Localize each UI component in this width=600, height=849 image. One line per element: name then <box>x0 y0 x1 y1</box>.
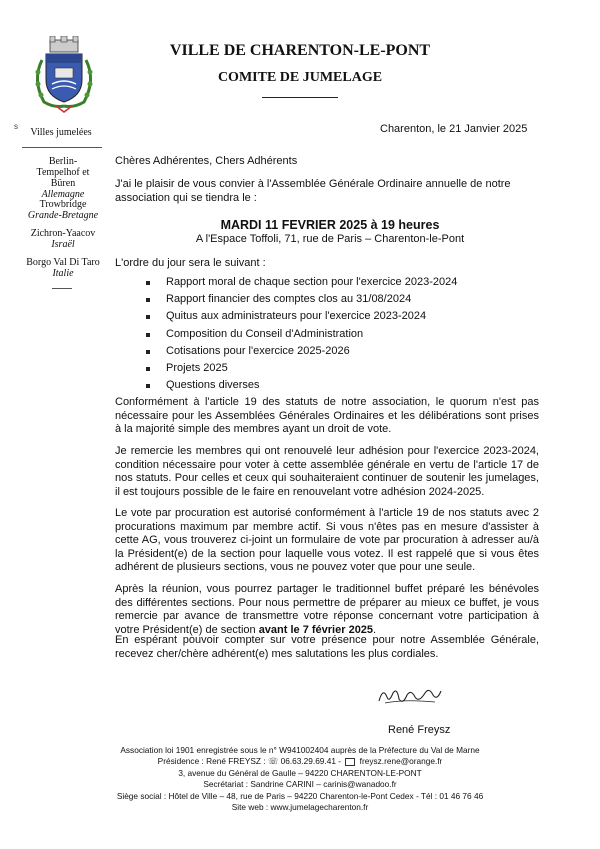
proxy-vote-paragraph: Le vote par procuration est autorisé conformément à l'article 19 de nos statuts avec 2 procurations maximum par membre actif. Si vous n'êtes pas en mesure d'assister à cette AG, vous trouverez ci-joint un formulaire de vote par procuration à adresser au/à la Président(e) de la section pour laquelle vous votez. Il est rappelé que si vous êtes adhérent de plusieurs sections, vous ne pouvez voter que pour une seule. <box>115 507 539 574</box>
footer-registration: Association loi 1901 enregistrée sous le n° W941002404 auprès de la Préfecture du Val de Marne <box>120 745 480 755</box>
footer-email[interactable]: freysz.rene@orange.fr <box>359 756 443 767</box>
footer-address: 3, avenue du Général de Gaulle – 94220 CHARENTON-LE-PONT <box>178 767 422 778</box>
agenda-item <box>146 326 457 343</box>
agenda-item-text: Composition du Conseil d'Administration <box>166 327 364 340</box>
city-country: Israël <box>51 239 75 250</box>
agenda-item-text: Questions diverses <box>166 379 260 392</box>
mail-icon <box>345 758 355 766</box>
city-crest-logo <box>28 36 100 114</box>
agenda-item-text: Rapport moral de chaque section pour l'exercice 2023-2024 <box>166 276 458 288</box>
bullet-icon <box>146 350 150 354</box>
signer-name: René Freysz <box>388 724 451 736</box>
footer-website[interactable]: Site web : www.jumelagecharenton.fr <box>231 802 369 813</box>
agenda-item <box>146 308 457 325</box>
agenda-item <box>146 360 457 377</box>
twin-city <box>18 156 108 200</box>
meeting-place: A l'Espace Toffoli, 71, rue de Paris – Charenton-le-Pont <box>195 233 465 245</box>
agenda-item <box>146 343 457 360</box>
city-country: Allemagne <box>41 189 85 200</box>
bullet-icon <box>146 281 150 285</box>
margin-mark: s <box>14 122 18 131</box>
agenda-item-text: Cotisations pour l'exercice 2025-2026 <box>166 344 350 357</box>
buffet-text: Après la réunion, vous pourrez partager le traditionnel buffet préparé les bénévoles des différentes sections. Pour nous permettre de préparer au mieux ce buffet, je vous remercie par avance de transmettre votre réponse concernant votre participation à votre Président(e) de section <box>115 583 539 636</box>
footer-secretariat: Secrétariat : Sandrine CARINI – carinis@wanadoo.fr <box>203 779 397 790</box>
letter-date: Charenton, le 21 Janvier 2025 <box>380 123 528 135</box>
agenda-item <box>146 377 457 394</box>
buffet-paragraph <box>115 583 539 637</box>
closing-paragraph: En espérant pouvoir compter sur votre présence pour notre Assemblée Générale, recevez cher/chère adhérent(e) mes salutations les plus cordiales. <box>115 634 539 660</box>
bullet-icon <box>146 384 150 388</box>
agenda-item <box>146 274 457 291</box>
intro-paragraph: J'ai le plaisir de vous convier à l'Assemblée Générale Ordinaire annuelle de notre association qui se tiendra le : <box>115 178 511 204</box>
footer-phone: 06.63.29.69.41 - <box>280 756 342 767</box>
agenda-item-text: Rapport financier des comptes clos au 31/08/2024 <box>166 293 412 306</box>
quorum-paragraph: Conformément à l'article 19 des statuts de notre association, le quorum n'est pas nécessaire pour les Assemblées Générales Ordinaires et les délibérations sont prises à la majorité simple des membres ayant un droit de vote. <box>115 396 539 436</box>
sidebar-divider <box>22 147 102 148</box>
meeting-date: MARDI 11 FEVRIER 2025 à 19 heures <box>220 218 440 232</box>
header-divider <box>262 97 338 98</box>
phone-icon: ☏ <box>267 756 279 767</box>
twin-city <box>18 257 108 279</box>
twin-cities-title: Villes jumelées <box>30 127 92 138</box>
agenda-list <box>146 274 457 394</box>
membership-paragraph: Je remercie les membres qui ont renouvelé leur adhésion pour l'exercice 2023-2024, condition nécessaire pour voter à cette assemblée générale en vertu de l'article 17 de nos statuts. Pour celles et ceux qui souhaiteraient continuer de soutenir les jumelages, il est toujours possible de le faire en renouvelant votre adhésion 2024-2025. <box>115 445 539 498</box>
deadline: avant le 7 février 2025 <box>258 623 374 636</box>
twin-city <box>18 199 108 221</box>
bullet-icon <box>146 367 150 371</box>
org-title: VILLE DE CHARENTON-LE-PONT <box>169 42 431 59</box>
twin-city <box>18 228 108 250</box>
city-country: Grande-Bretagne <box>27 210 99 221</box>
bullet-icon <box>146 333 150 337</box>
org-subtitle: COMITE DE JUMELAGE <box>217 70 383 85</box>
footer-presidency <box>80 756 520 767</box>
city-name: Zichron-Yaacov <box>30 228 96 239</box>
bullet-icon <box>146 298 150 302</box>
footer <box>80 745 520 813</box>
bullet-icon <box>146 315 150 319</box>
agenda-item-text: Projets 2025 <box>166 361 228 374</box>
sidebar-end-divider <box>52 288 72 289</box>
signature-image <box>375 683 445 709</box>
city-name: Berlin-Tempelhof et Büren <box>36 156 90 189</box>
city-name: Borgo Val Di Taro <box>26 257 100 268</box>
agenda-intro: L'ordre du jour sera le suivant : <box>115 257 266 269</box>
agenda-item-text: Quitus aux administrateurs pour l'exercice 2023-2024 <box>166 310 427 323</box>
footer-president: Présidence : René FREYSZ : <box>157 756 266 767</box>
buffet-end: . <box>373 623 377 636</box>
greeting: Chères Adhérentes, Chers Adhérents <box>115 155 298 167</box>
agenda-item <box>146 291 457 308</box>
footer-head-office: Siège social : Hôtel de Ville – 48, rue de Paris – 94220 Charenton-le-Pont Cedex - Tél : 01 46 76 46 <box>116 790 484 801</box>
city-country: Italie <box>52 268 74 279</box>
city-name: Trowbridge <box>39 199 87 210</box>
